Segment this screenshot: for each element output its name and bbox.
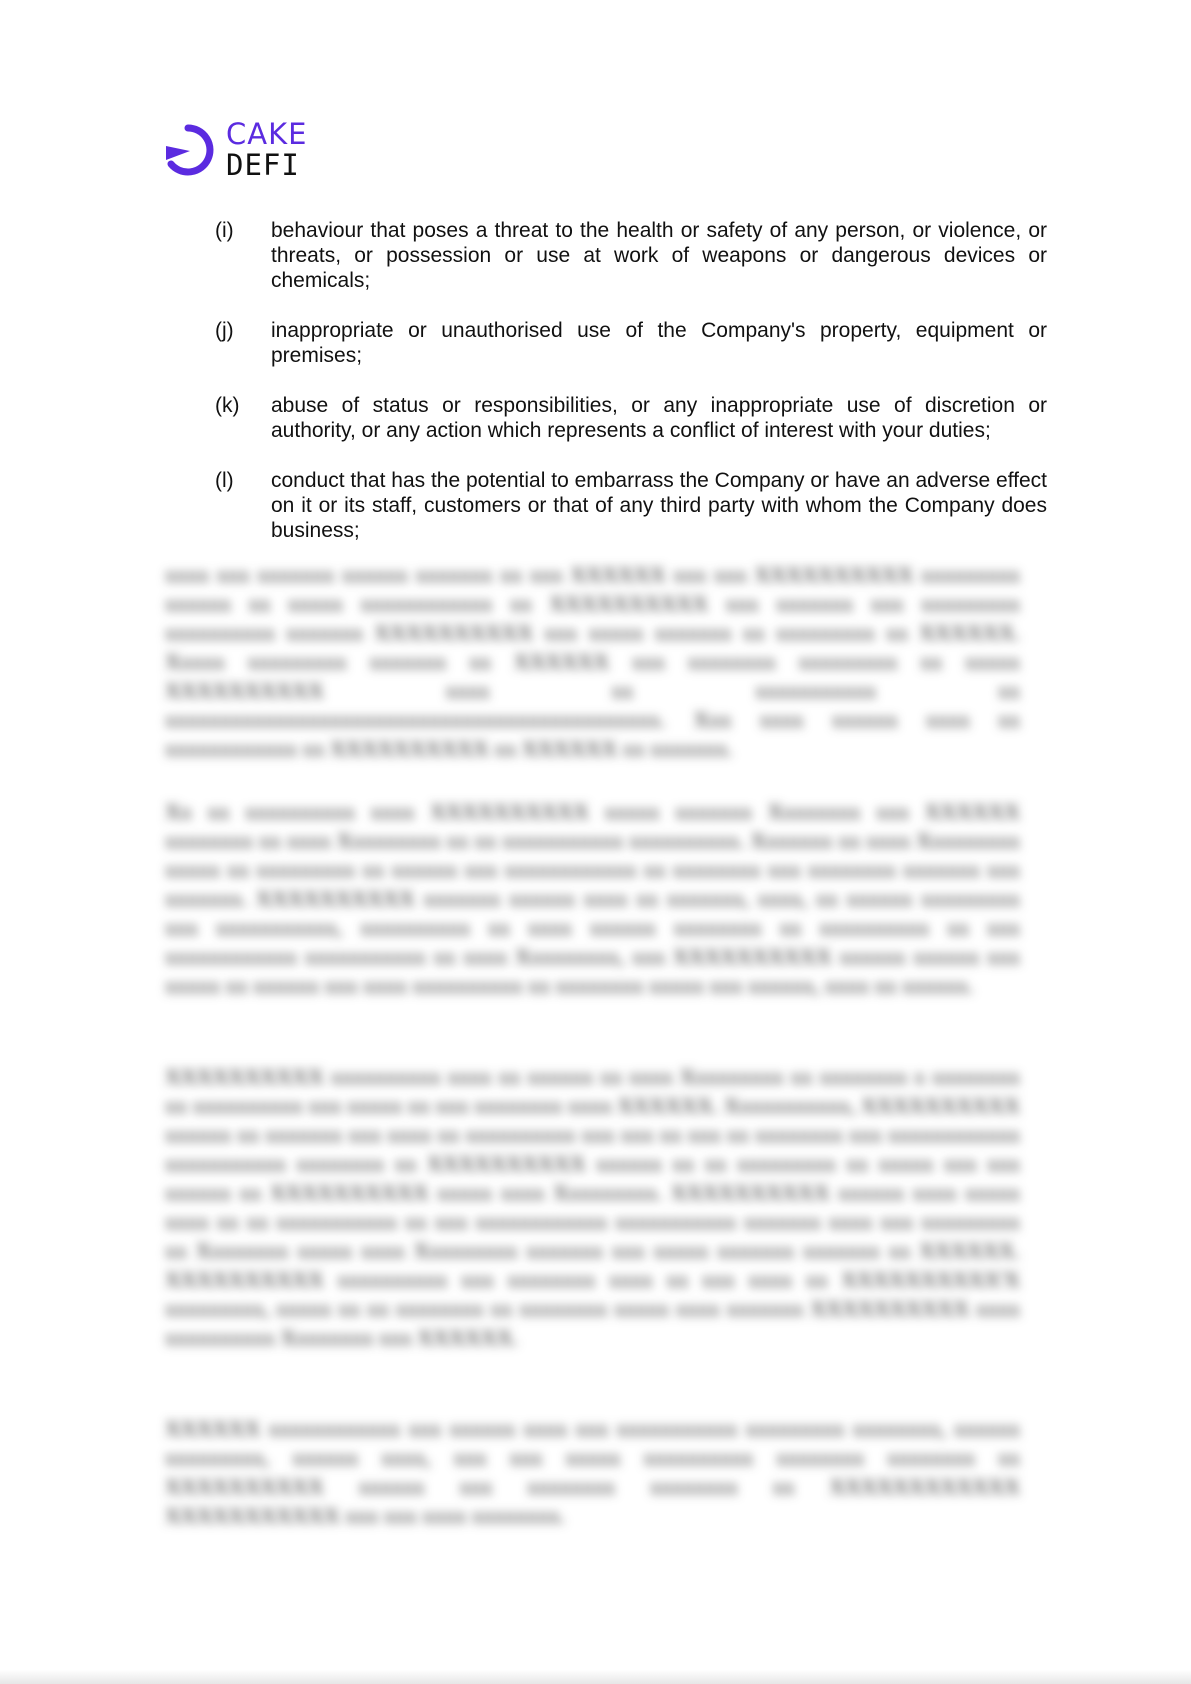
logo-text-defi: DEFI bbox=[226, 148, 300, 182]
blurred-paragraph: xxxx xxx xxxxxxx xxxxxx xxxxxxx xx xxx XXXXXX xxx xxx XXXXXXXXXX xxxxxxxxx xxxxxx xx xxxxx xxxxxxxxxxxx xx XXXXXXXXXX xxx xxxxxxx xxx xxxxxxxxx xxxxxxxxxx xxxxxxx XXXXXXXXXX xxx xxxxx xxxxxxx xx xxxxxxxxx xx XXXXXX. Xxxxx xxxxxxxxx xxxxxxx xx XXXXXX xxx xxxxxxxx xxxxxxxxx xx xxxxx XXXXXXXXXX xxxx xx xxxxxxxxxxx xx xxxxxxxxxxxxxxxxxxxxxxxxxxxxxxxxxxxxxxxxxxxxx. Xxx xxxx xxxxxx xxxx xx xxxxxxxxxxxx xx XXXXXXXXXX xx XXXXXX xx xxxxxxx. bbox=[165, 562, 1020, 761]
clause-item bbox=[215, 468, 1047, 543]
clause-text: inappropriate or unauthorised use of the Company's property, equipment or premises; bbox=[271, 319, 1047, 367]
clause-list bbox=[215, 218, 1047, 568]
clause-text: conduct that has the potential to embarrass the Company or have an adverse effect on it or its staff, customers or that of any third party with whom the Company does business; bbox=[271, 469, 1047, 542]
page-bottom-edge bbox=[0, 1670, 1191, 1684]
clause-label: (j) bbox=[215, 319, 234, 342]
logo-text-cake: CAKE bbox=[226, 117, 308, 151]
blurred-preview-text bbox=[165, 560, 1020, 1530]
cake-defi-logo bbox=[160, 117, 308, 182]
blurred-paragraph: XXXXXXXXXX xxxxxxxxxx xxxx xx xxxxxx xx xxxx Xxxxxxxxx xx xxxxxxxx x xxxxxxxx xx xxxxxxxxxx xxx xxxxx xx xxx xxxxxxxx xxxx XXXXXX. Xxxxxxxxxxx, XXXXXXXXXX xxxxxx xx xxxxxxx xxx xxxx xx xxxxxxxxxx xxx xxx xx xxx xx xxxxxxxx xxx xxxxxxxxxxxx xxxxxxxxxxx xxxxxxxx xx XXXXXXXXXX xxxxxx xx xx xxxxxxxxx xx xxxxx xxx xxx xxxxxx xx XXXXXXXXXX xxxxx xxxx Xxxxxxxxx. XXXXXXXXXX xxxxxx xxxx xxxxx xxxx xx xx xxxxxxxxxxx xx xxx xxxxxxxxxxxx xxxxxxxxxxx xxxxxxx xxxx xxx xxxxxxxxx xx Xxxxxxxx xxxxx xxxx Xxxxxxxxx xxxxxxx xxx xxxxx xxxxxxx xxxxxxx xx XXXXXX. XXXXXXXXXX xxxxxxxxxx xxx xxxxxxxx xxxx xx xxx xxxx xx XXXXXXXXXX'X xxxxxxxxx, xxxxx xx xx xxxxxxxx xx xxxxxxxx xxxxx xxxx xxxxxxx XXXXXXXXXX xxxx xxxxxxxxxx Xxxxxxxx xxx XXXXXX. bbox=[165, 1064, 1020, 1350]
clause-item bbox=[215, 218, 1047, 293]
clause-label: (l) bbox=[215, 469, 234, 492]
blurred-paragraph: Xx xx xxxxxxxxxx xxxx XXXXXXXXXX xxxxx xxxxxxx Xxxxxxxx xxx XXXXXX xxxxxxxx xx xxxx Xxxxxxxxx xx xx xxxxxxxxxxx xxxxxxxxxx. Xxxxxxx xx xxxx Xxxxxxxxx xxxxx xx xxxxxxxxx xx xxxxxx xxx xxxxxxxxxxxx xx xxxxxxxx xxx xxxxxxxx xxxxxxx xxx xxxxxxx. XXXXXXXXXX xxxxxxx xxxxxx xxxx xx xxxxxxx, xxxx, xx xxxxxx xxxxxxxxx xxx xxxxxxxxxxx, xxxxxxxxxx xx xxxx xxxxxx xxxxxxxx xx xxxxxxxxxx xx xxx xxxxxxxxxxxx xxxxxxxxxxx xx xxxx Xxxxxxxxx, xxx XXXXXXXXXX xxxxxx xxxxxx xxx xxxxx xx xxxxxx xxx xxxx xxxxxxxxxx xx xxxxxxxx xxxxx xxx xxxxxx, xxxx xx xxxxxx. bbox=[165, 799, 1020, 998]
logo-wordmark bbox=[226, 117, 308, 182]
cake-defi-logo-icon bbox=[160, 122, 216, 178]
clause-item bbox=[215, 393, 1047, 443]
clause-label: (k) bbox=[215, 394, 240, 417]
clause-text: abuse of status or responsibilities, or any inappropriate use of discretion or authority, or any action which represents a conflict of interest with your duties; bbox=[271, 394, 1047, 442]
clause-item bbox=[215, 318, 1047, 368]
blurred-paragraph: XXXXXX xxxxxxxxxxxx xxx xxxxxx xxxx xxx xxxxxxxxxxx xxxxxxxxx xxxxxxxx, xxxxxx xxxxxxxxx, xxxxxx xxxx, xxx xxx xxxxx xxxxxxxxxx xxxxxxxx xxxxxxxx xx XXXXXXXXXX xxxxxx xxx xxxxxxxx xxxxxxxx xx XXXXXXXXXXXX XXXXXXXXXXX xxx xxx xxxx xxxxxxxx. bbox=[165, 1416, 1020, 1528]
clause-text: behaviour that poses a threat to the health or safety of any person, or violence, or threats, or possession or use at work of weapons or dangerous devices or chemicals; bbox=[271, 219, 1047, 292]
clause-label: (i) bbox=[215, 219, 234, 242]
